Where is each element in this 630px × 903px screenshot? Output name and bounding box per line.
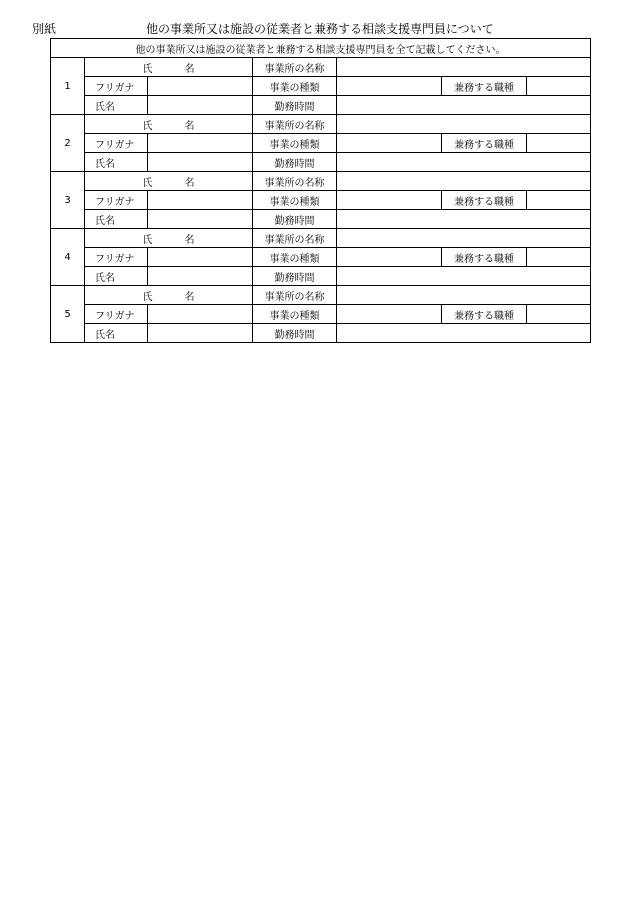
entry-4-row-name-header bbox=[51, 229, 591, 248]
work-hours-field[interactable] bbox=[337, 267, 591, 286]
entry-2-row-furigana bbox=[51, 134, 591, 153]
business-type-label: 事業の種類 bbox=[253, 248, 337, 267]
office-name-field[interactable] bbox=[337, 286, 591, 305]
entry-1-row-furigana bbox=[51, 77, 591, 96]
concurrent-job-field[interactable] bbox=[527, 191, 591, 210]
office-name-field[interactable] bbox=[337, 172, 591, 191]
business-type-field[interactable] bbox=[337, 77, 442, 96]
name-column-header bbox=[85, 229, 253, 248]
office-name-field[interactable] bbox=[337, 229, 591, 248]
entry-1-row-name bbox=[51, 96, 591, 115]
name-header-left: 氏 bbox=[142, 120, 153, 132]
concurrent-job-field[interactable] bbox=[527, 248, 591, 267]
name-field[interactable] bbox=[148, 324, 253, 343]
work-hours-field[interactable] bbox=[337, 153, 591, 172]
entry-2-row-name bbox=[51, 153, 591, 172]
entry-number: 1 bbox=[51, 58, 85, 115]
work-hours-label: 勤務時間 bbox=[253, 96, 337, 115]
furigana-label: フリガナ bbox=[85, 134, 148, 153]
name-header-right: 名 bbox=[184, 120, 195, 132]
furigana-field[interactable] bbox=[148, 134, 253, 153]
entry-number: 4 bbox=[51, 229, 85, 286]
name-header-right: 名 bbox=[184, 177, 195, 189]
concurrent-job-field[interactable] bbox=[527, 305, 591, 324]
name-label: 氏名 bbox=[85, 267, 148, 286]
concurrent-job-field[interactable] bbox=[527, 134, 591, 153]
name-field[interactable] bbox=[148, 210, 253, 229]
furigana-label: フリガナ bbox=[85, 191, 148, 210]
business-type-field[interactable] bbox=[337, 191, 442, 210]
business-type-field[interactable] bbox=[337, 248, 442, 267]
business-type-label: 事業の種類 bbox=[253, 134, 337, 153]
name-header-left: 氏 bbox=[142, 63, 153, 75]
business-type-label: 事業の種類 bbox=[253, 305, 337, 324]
work-hours-label: 勤務時間 bbox=[253, 153, 337, 172]
name-field[interactable] bbox=[148, 96, 253, 115]
furigana-field[interactable] bbox=[148, 77, 253, 96]
name-field[interactable] bbox=[148, 153, 253, 172]
concurrent-job-label: 兼務する職種 bbox=[442, 191, 527, 210]
table-caption: 他の事業所又は施設の従業者と兼務する相談支援専門員を全て記載してください。 bbox=[51, 39, 591, 58]
office-name-field[interactable] bbox=[337, 58, 591, 77]
office-name-label: 事業所の名称 bbox=[253, 286, 337, 305]
name-column-header bbox=[85, 286, 253, 305]
entry-2-row-name-header bbox=[51, 115, 591, 134]
office-name-label: 事業所の名称 bbox=[253, 229, 337, 248]
entry-5-row-name-header bbox=[51, 286, 591, 305]
entry-5-row-furigana bbox=[51, 305, 591, 324]
entry-number: 2 bbox=[51, 115, 85, 172]
name-header-left: 氏 bbox=[142, 177, 153, 189]
concurrent-job-label: 兼務する職種 bbox=[442, 77, 527, 96]
table-caption-row bbox=[51, 39, 591, 58]
name-column-header bbox=[85, 115, 253, 134]
office-name-field[interactable] bbox=[337, 115, 591, 134]
entry-3-row-name-header bbox=[51, 172, 591, 191]
name-header-right: 名 bbox=[184, 234, 195, 246]
entry-4-row-furigana bbox=[51, 248, 591, 267]
work-hours-label: 勤務時間 bbox=[253, 267, 337, 286]
concurrent-job-label: 兼務する職種 bbox=[442, 305, 527, 324]
concurrent-job-label: 兼務する職種 bbox=[442, 248, 527, 267]
concurrent-job-label: 兼務する職種 bbox=[442, 134, 527, 153]
furigana-field[interactable] bbox=[148, 305, 253, 324]
entry-4-row-name bbox=[51, 267, 591, 286]
name-column-header bbox=[85, 172, 253, 191]
entry-3-row-name bbox=[51, 210, 591, 229]
name-label: 氏名 bbox=[85, 210, 148, 229]
entry-3-row-furigana bbox=[51, 191, 591, 210]
office-name-label: 事業所の名称 bbox=[253, 172, 337, 191]
furigana-field[interactable] bbox=[148, 248, 253, 267]
furigana-label: フリガナ bbox=[85, 248, 148, 267]
furigana-label: フリガナ bbox=[85, 305, 148, 324]
furigana-field[interactable] bbox=[148, 191, 253, 210]
business-type-label: 事業の種類 bbox=[253, 191, 337, 210]
work-hours-label: 勤務時間 bbox=[253, 324, 337, 343]
business-type-label: 事業の種類 bbox=[253, 77, 337, 96]
name-label: 氏名 bbox=[85, 324, 148, 343]
office-name-label: 事業所の名称 bbox=[253, 58, 337, 77]
name-field[interactable] bbox=[148, 267, 253, 286]
work-hours-field[interactable] bbox=[337, 210, 591, 229]
work-hours-label: 勤務時間 bbox=[253, 210, 337, 229]
work-hours-field[interactable] bbox=[337, 96, 591, 115]
attachment-label: 別紙 bbox=[32, 22, 57, 36]
entry-number: 5 bbox=[51, 286, 85, 343]
concurrent-job-field[interactable] bbox=[527, 77, 591, 96]
name-label: 氏名 bbox=[85, 96, 148, 115]
name-column-header bbox=[85, 58, 253, 77]
document-title: 他の事業所又は施設の従業者と兼務する相談支援専門員について bbox=[146, 22, 494, 36]
name-header-left: 氏 bbox=[142, 234, 153, 246]
office-name-label: 事業所の名称 bbox=[253, 115, 337, 134]
name-label: 氏名 bbox=[85, 153, 148, 172]
entry-5-row-name bbox=[51, 324, 591, 343]
name-header-right: 名 bbox=[184, 63, 195, 75]
entry-1-row-name-header bbox=[51, 58, 591, 77]
business-type-field[interactable] bbox=[337, 134, 442, 153]
entry-number: 3 bbox=[51, 172, 85, 229]
name-header-right: 名 bbox=[184, 291, 195, 303]
concurrent-staff-table bbox=[50, 38, 591, 343]
business-type-field[interactable] bbox=[337, 305, 442, 324]
name-header-left: 氏 bbox=[142, 291, 153, 303]
furigana-label: フリガナ bbox=[85, 77, 148, 96]
work-hours-field[interactable] bbox=[337, 324, 591, 343]
